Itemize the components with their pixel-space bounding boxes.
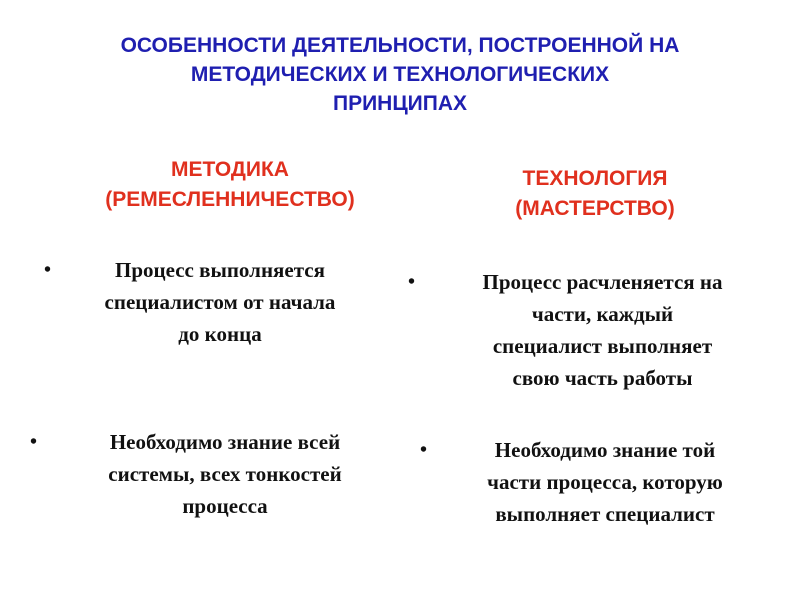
bullet-icon: •: [30, 431, 38, 453]
bullet-line: свою часть работы: [512, 366, 693, 390]
left-bullet-item: [44, 254, 385, 350]
bullet-line: специалистом от начала: [104, 290, 336, 314]
right-bullet-item: [408, 266, 775, 394]
left-column-heading: [40, 155, 420, 215]
bullet-line: части процесса, которую: [487, 470, 723, 494]
bullet-line: Необходимо знание всей: [109, 430, 341, 454]
right-column-heading: [405, 164, 785, 224]
bullet-line: части, каждый: [531, 302, 674, 326]
bullet-icon: •: [44, 259, 52, 281]
title-line: ПРИНЦИПАХ: [332, 92, 468, 115]
bullet-line: выполняет специалист: [495, 502, 715, 526]
bullet-line: системы, всех тонкостей: [108, 462, 342, 486]
slide-title: [30, 31, 770, 118]
heading-line: (РЕМЕСЛЕННИЧЕСТВО): [105, 188, 355, 211]
bullet-line: специалист выполняет: [492, 334, 713, 358]
bullet-line: до конца: [178, 322, 262, 346]
title-line: МЕТОДИЧЕСКИХ И ТЕХНОЛОГИЧЕСКИХ: [190, 63, 610, 86]
heading-line: (МАСТЕРСТВО): [515, 197, 675, 220]
bullet-icon: •: [420, 439, 428, 461]
bullet-line: процесса: [182, 494, 268, 518]
heading-line: ТЕХНОЛОГИЯ: [522, 167, 668, 190]
title-line: ОСОБЕННОСТИ ДЕЯТЕЛЬНОСТИ, ПОСТРОЕННОЙ НА: [120, 34, 680, 57]
bullet-icon: •: [408, 271, 416, 293]
heading-line: МЕТОДИКА: [171, 158, 289, 181]
bullet-line: Процесс расчленяется на: [482, 270, 723, 294]
bullet-line: Процесс выполняется: [115, 258, 325, 282]
bullet-line: Необходимо знание той: [494, 438, 716, 462]
right-bullet-item: [420, 434, 780, 530]
left-bullet-item: [30, 426, 395, 522]
